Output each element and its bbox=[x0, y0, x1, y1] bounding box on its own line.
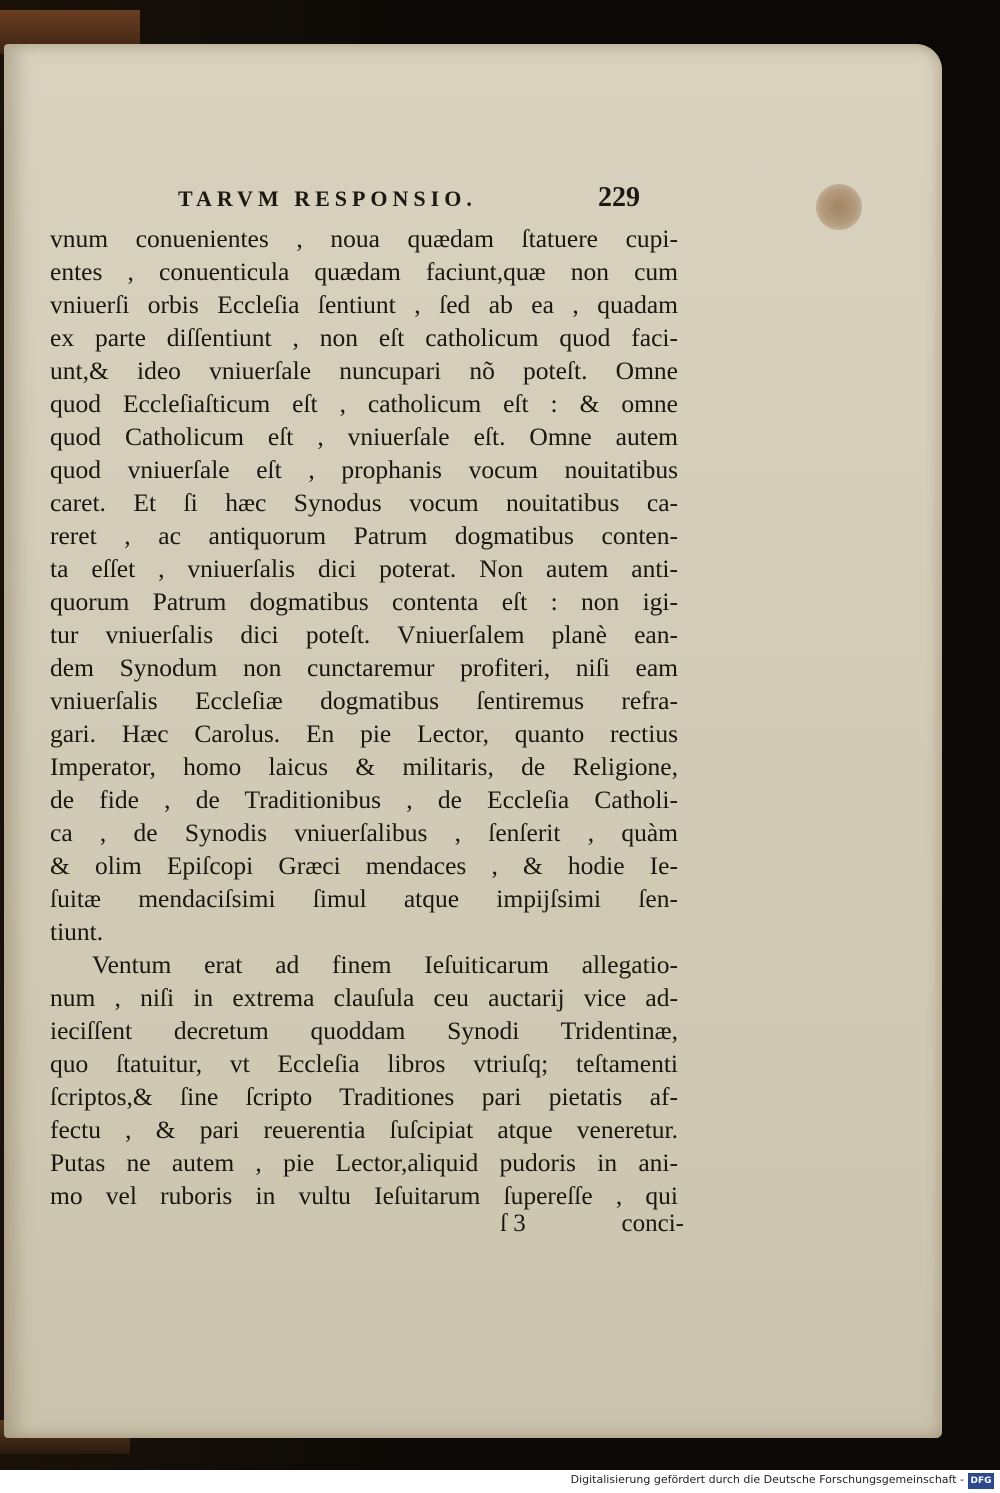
text-line: ca , de Synodis vniuerſalibus , ſenſerit , quàm bbox=[50, 818, 678, 847]
text-line: gari. Hæc Carolus. En pie Lector, quanto rectius bbox=[50, 719, 678, 748]
text-line: fectu , & pari reuerentia ſuſcipiat atque veneretur. bbox=[50, 1115, 678, 1144]
text-line: ſcriptos,& ſine ſcripto Traditiones pari pietatis af- bbox=[50, 1082, 678, 1111]
text-line: ſuitæ mendaciſsimi ſimul atque impijſsimi ſen- bbox=[50, 884, 678, 913]
text-line: quorum Patrum dogmatibus contenta eſt : non igi- bbox=[50, 587, 678, 616]
running-head: TARVM RESPONSIO. bbox=[178, 186, 477, 211]
text-line: ex parte diſſentiunt , non eſt catholicum quod faci- bbox=[50, 323, 678, 352]
text-line: vniuerſalis Eccleſiæ dogmatibus ſentiremus refra- bbox=[50, 686, 678, 715]
paragraph-end-line: tiunt. bbox=[50, 917, 104, 946]
text-line: & olim Epiſcopi Græci mendaces , & hodie Ie- bbox=[50, 851, 678, 880]
text-line: vniuerſi orbis Eccleſia ſentiunt , ſed ab ea , quadam bbox=[50, 290, 678, 319]
book-page bbox=[4, 44, 942, 1438]
text-line: reret , ac antiquorum Patrum dogmatibus conten- bbox=[50, 521, 678, 550]
page-number: 229 bbox=[598, 182, 640, 213]
text-line: Putas ne autem , pie Lector,aliquid pudoris in ani- bbox=[50, 1148, 678, 1177]
funding-credit: Digitalisierung gefördert durch die Deutsche Forschungsgemeinschaft - bbox=[570, 1473, 964, 1486]
dfg-logo: DFG bbox=[968, 1473, 994, 1489]
text-line: Imperator, homo laicus & militaris, de Religione, bbox=[50, 752, 678, 781]
text-line: entes , conuenticula quædam faciunt,quæ non cum bbox=[50, 257, 678, 286]
text-line: caret. Et ſi hæc Synodus vocum nouitatibus ca- bbox=[50, 488, 678, 517]
text-line: de fide , de Traditionibus , de Eccleſia Catholi- bbox=[50, 785, 678, 814]
text-line: dem Synodum non cunctaremur profiteri, niſi eam bbox=[50, 653, 678, 682]
paragraph-start-line: Ventum erat ad finem Ieſuiticarum allegatio- bbox=[92, 950, 678, 979]
text-line: mo vel ruboris in vultu Ieſuitarum ſupereſſe , qui bbox=[50, 1181, 678, 1210]
text-line: ieciſſent decretum quoddam Synodi Tridentinæ, bbox=[50, 1016, 678, 1045]
text-line: unt,& ideo vniuerſale nuncupari nõ poteſt. Omne bbox=[50, 356, 678, 385]
text-line: num , niſi in extrema clauſula ceu auctarij vice ad- bbox=[50, 983, 678, 1012]
text-line: quod Catholicum eſt , vniuerſale eſt. Omne autem bbox=[50, 422, 678, 451]
paper-stain bbox=[816, 184, 862, 230]
page-footer-catchwords bbox=[500, 1210, 684, 1246]
text-line: ta eſſet , vniuerſalis dici poterat. Non autem anti- bbox=[50, 554, 678, 583]
text-line: tur vniuerſalis dici poteſt. Vniuerſalem planè ean- bbox=[50, 620, 678, 649]
page-header bbox=[178, 182, 678, 222]
signature-mark: ſ 3 bbox=[500, 1210, 526, 1237]
text-line: quod Eccleſiaſticum eſt , catholicum eſt : & omne bbox=[50, 389, 678, 418]
text-line: quod vniuerſale eſt , prophanis vocum nouitatibus bbox=[50, 455, 678, 484]
text-line: quo ſtatuitur, vt Eccleſia libros vtriuſq; teſtamenti bbox=[50, 1049, 678, 1078]
catchword: conci- bbox=[621, 1210, 684, 1237]
body-text bbox=[50, 222, 678, 1212]
text-line: vnum conuenientes , noua quædam ſtatuere cupi- bbox=[50, 224, 678, 253]
digitization-footer bbox=[0, 1470, 1000, 1493]
